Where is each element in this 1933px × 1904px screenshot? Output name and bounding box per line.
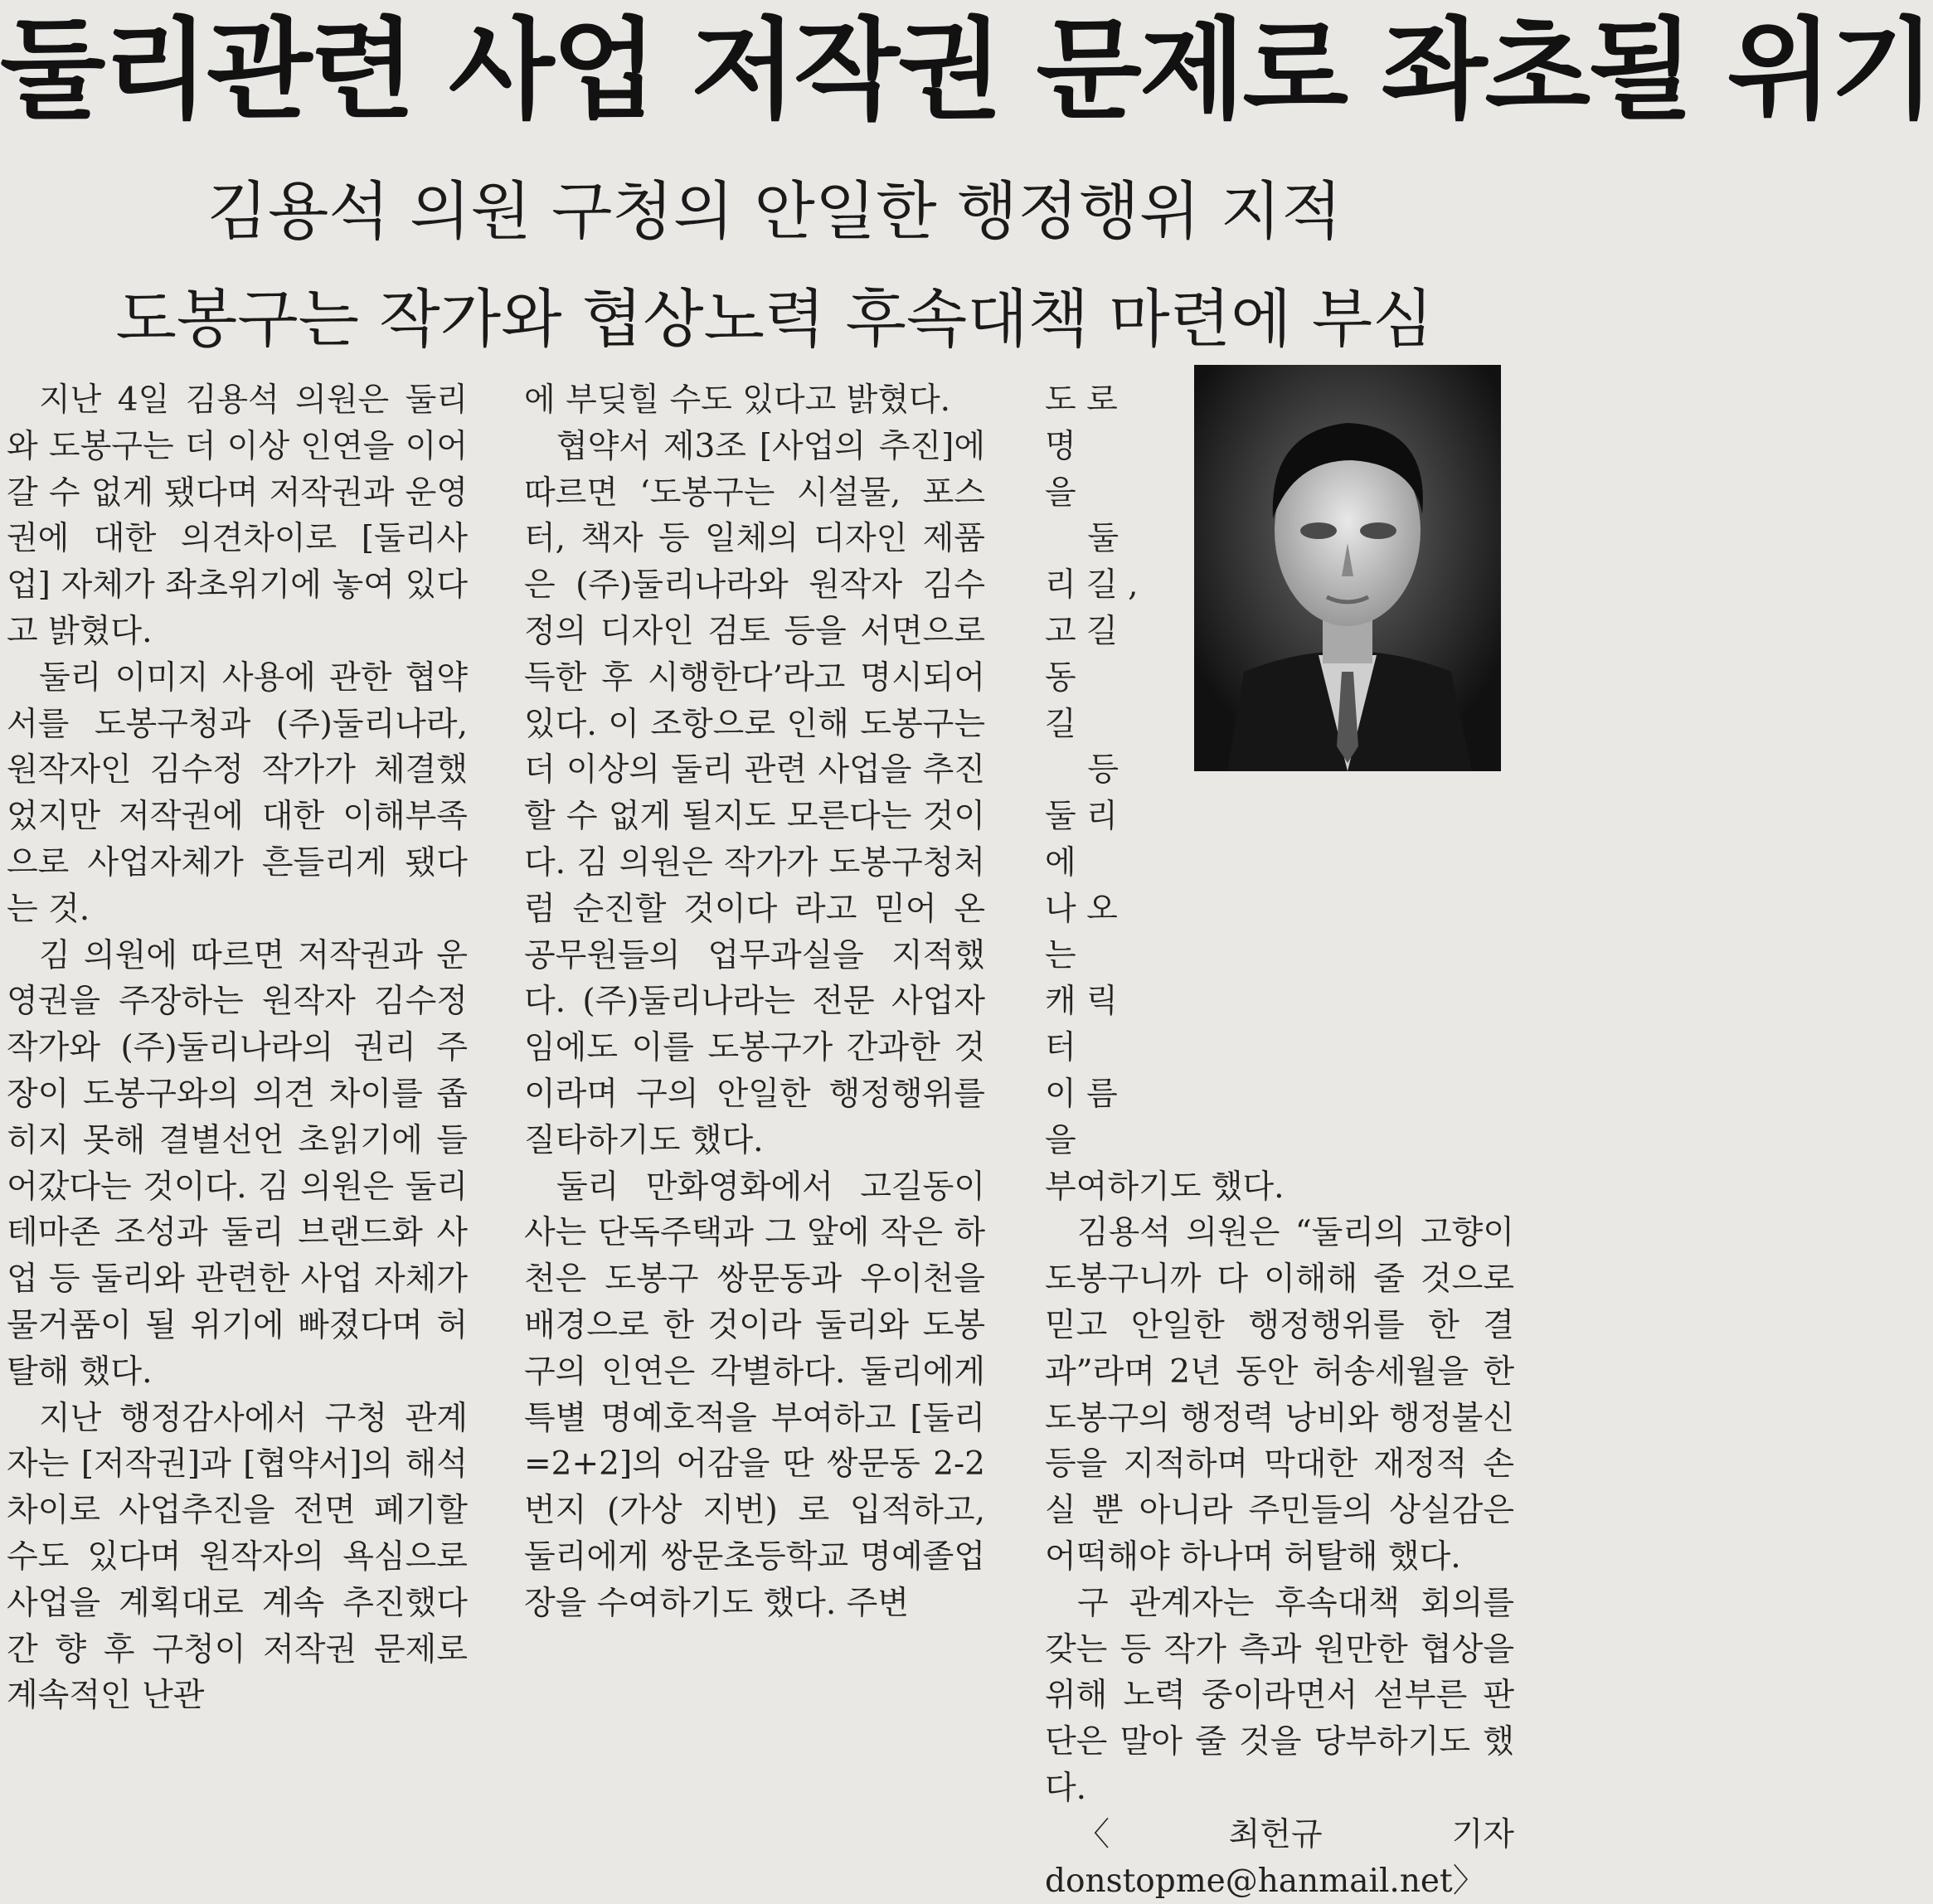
paragraph: 김용석 의원은 “둘리의 고향이 도봉구니까 다 이해해 줄 것으로 믿고 안일한 행정행위를 한 결과”라며 2년 동안 허송세월을 한 도봉구의 행정력 낭비와 행정불신 등을 지적하며 막대한 재정적 손실 뿐 아니라 주민들의 상실감은 어떡해야 하나며 허탈해 했다. xyxy=(1045,1214,1514,1576)
text-line: 이 름 을 xyxy=(1045,1075,1118,1159)
subheadline-1: 김용석 의원 구청의 안일한 행정행위 지적 xyxy=(206,174,1343,248)
text-line: 을 둘 xyxy=(1045,474,1119,558)
paragraph: 에 부딪힐 수도 있다고 밝혔다. xyxy=(524,381,951,419)
text-line: 둘 리 에 xyxy=(1045,798,1118,882)
paragraph: 김 의원에 따르면 저작권과 운영권을 주장하는 원작자 김수정 작가와 (주)둘리나라의 권리 주장이 도봉구와의 의견 차이를 좁히지 못해 결별선언 초읽기에 들어갔다는 것이다. 김 의원은 둘리테마존 조성과 둘리 브랜드화 사업 등 둘리와 관련한 사업 자체가 물거품이 될 위기에 빠졌다며 허탈해 했다. xyxy=(7,936,468,1391)
portrait-photo xyxy=(1194,365,1501,771)
text-line: 고 길 동 xyxy=(1045,612,1118,697)
subheadline-2: 도봉구는 작가와 협상노력 후속대책 마련에 부심 xyxy=(115,282,1434,356)
paragraph: 부여하기도 했다. xyxy=(1045,1168,1285,1206)
headline: 둘리관련 사업 저작권 문제로 좌초될 위기 xyxy=(0,7,1933,134)
text-line: 리 길 , xyxy=(1045,566,1139,605)
text-line: 길 등 xyxy=(1045,705,1119,789)
paragraph: 둘리 만화영화에서 고길동이 사는 단독주택과 그 앞에 작은 하천은 도봉구 쌍문동과 우이천을 배경으로 한 것이라 둘리와 도봉구의 인연은 각별하다. 둘리에게 특별 명예호적을 부여하고 [둘리=2+2]의 어감을 딴 쌍문동 2-2번지 (가상 지번) 로 입적하고, 둘리에게 쌍문초등학교 명예졸업장을 수여하기도 했다. 주변 xyxy=(524,1168,985,1622)
paragraph: 지난 행정감사에서 구청 관계자는 [저작권]과 [협약서]의 해석 차이로 사업추진을 전면 폐기할 수도 있다며 원작자의 욕심으로 사업을 계획대로 계속 추진했다간 향 후 구청이 저작권 문제로 계속적인 난관 xyxy=(7,1399,468,1715)
article-column-2 xyxy=(524,377,985,1627)
text-line: 캐 릭 터 xyxy=(1045,983,1118,1067)
portrait-icon xyxy=(1194,365,1501,771)
paragraph: 둘리 이미지 사용에 관한 협약서를 도봉구청과 (주)둘리나라, 원작자인 김수정 작가가 체결했었지만 저작권에 대한 이해부족으로 사업자체가 흔들리게 됐다는 것. xyxy=(7,658,468,928)
wrapped-text-block xyxy=(1045,377,1157,1164)
article-column-1 xyxy=(7,377,468,1719)
byline: 〈최헌규 기자 donstopme@hanmail.net〉 xyxy=(1045,1815,1514,1900)
paragraph: 구 관계자는 후속대책 회의를 갖는 등 작가 측과 원만한 협상을 위해 노력 중이라면서 섣부른 판단은 말아 줄 것을 당부하기도 했다. xyxy=(1045,1584,1514,1807)
paragraph: 지난 4일 김용석 의원은 둘리와 도봉구는 더 이상 인연을 이어갈 수 없게 됐다며 저작권과 운영권에 대한 의견차이로 [둘리사업] 자체가 좌초위기에 놓여 있다고 밝혔다. xyxy=(7,381,468,650)
text-line: 나 오 는 xyxy=(1045,890,1118,974)
paragraph: 협약서 제3조 [사업의 추진]에 따르면 ‘도봉구는 시설물, 포스터, 책자 등 일체의 디자인 제품은 (주)둘리나라와 원작자 김수정의 디자인 검토 등을 서면으로 득한 후 시행한다’라고 명시되어 있다. 이 조항으로 인해 도봉구는 더 이상의 둘리 관련 사업을 추진할 수 없게 될지도 모른다는 것이다. 김 의원은 작가가 도봉구청처럼 순진할 것이다 라고 믿어 온 공무원들의 업무과실을 지적했다. (주)둘리나라는 전문 사업자임에도 이를 도봉구가 간과한 것이라며 구의 안일한 행정행위를 질타하기도 했다. xyxy=(524,427,985,1159)
text-line: 도 로 명 xyxy=(1045,381,1118,465)
